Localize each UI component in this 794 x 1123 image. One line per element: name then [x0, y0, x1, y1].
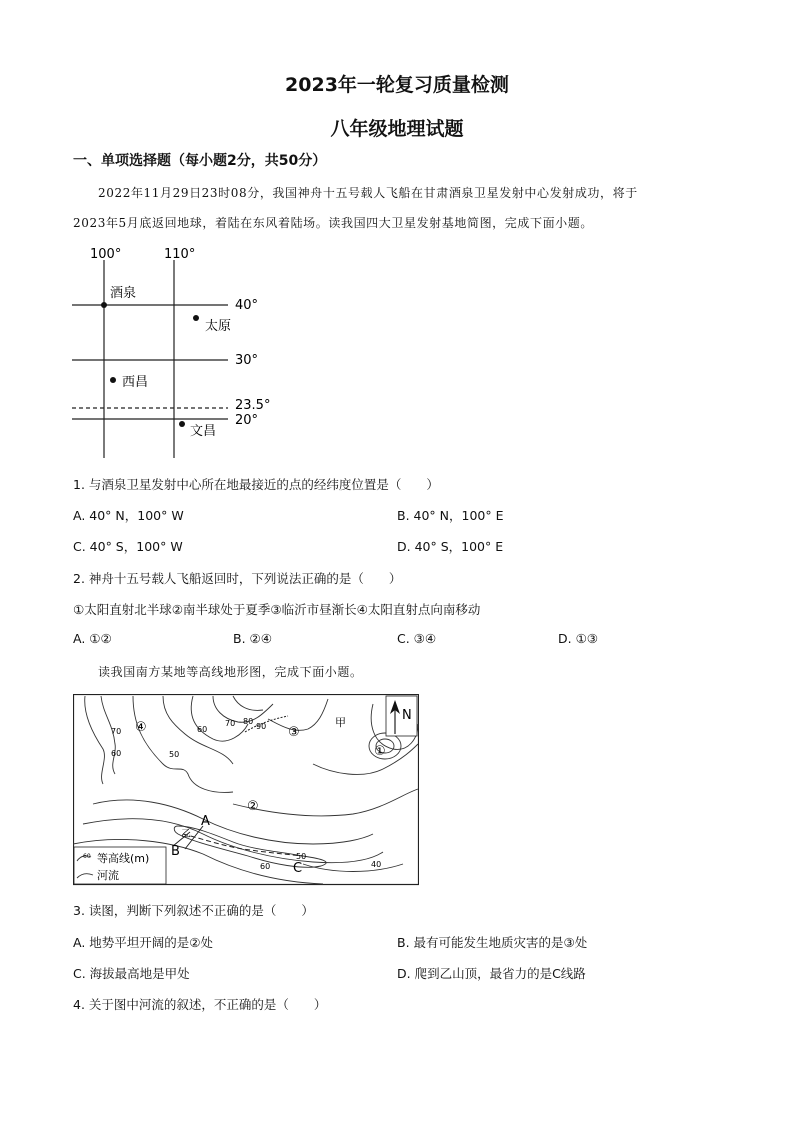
wenchang-dot — [179, 421, 185, 427]
place-wenchang: 文昌 — [190, 424, 217, 439]
q1-option-c: C. 40° S，100° W — [73, 539, 183, 554]
intro1-line2: 2023年5月底返回地球，着陆在东风着陆场。读我国四大卫星发射基地简图，完成下面小题。 — [73, 216, 593, 230]
north-label: N — [402, 708, 412, 723]
q1-option-d: D. 40° S，100° E — [397, 539, 504, 554]
contour-label-50b: 50 — [296, 852, 307, 861]
q3-stem: 3. 读图，判断下列叙述不正确的是（ ） — [73, 903, 314, 918]
page-subtitle: 八年级地理试题 — [330, 118, 464, 140]
legend-contour: 等高线(m) — [97, 852, 150, 865]
q1-option-a: A. 40° N，100° W — [73, 508, 184, 523]
contour-label-60b: 60 — [197, 725, 208, 734]
q3-option-d: D. 爬到乙山顶，最省力的是C线路 — [397, 966, 586, 981]
q1-option-b: B. 40° N，100° E — [397, 508, 504, 523]
lon-label-110: 110° — [164, 247, 196, 262]
xichang-dot — [110, 377, 116, 383]
place-taiyuan: 太原 — [205, 319, 232, 334]
contour-label-60c: 60 — [260, 862, 271, 871]
lat-label-23-5: 23.5° — [235, 398, 271, 413]
intro2: 读我国南方某地等高线地形图，完成下面小题。 — [98, 665, 363, 679]
q3-option-a: A. 地势平坦开阔的是②处 — [73, 935, 213, 950]
contour-label-70a: 70 — [111, 727, 122, 736]
section-heading: 一、单项选择题（每小题2分，共50分） — [73, 153, 327, 169]
q3-option-b: B. 最有可能发生地质灾害的是③处 — [397, 935, 588, 950]
q3-option-c: C. 海拔最高地是甲处 — [73, 966, 190, 981]
contour-label-90: 90 — [256, 722, 267, 731]
q2-option-d: D. ①③ — [558, 631, 598, 646]
marker-3: ③ — [288, 725, 300, 740]
taiyuan-dot — [193, 315, 199, 321]
point-c: C — [293, 861, 303, 876]
q2-option-a: A. ①② — [73, 631, 112, 646]
q2-option-c: C. ③④ — [397, 631, 437, 646]
lat-label-40: 40° — [235, 298, 259, 313]
lon-label-100: 100° — [90, 247, 122, 262]
page-title: 2023年一轮复习质量检测 — [285, 74, 509, 96]
map-legend — [74, 847, 166, 884]
place-yi: 乙 — [181, 829, 191, 840]
q2-statements: ①太阳直射北半球②南半球处于夏季③临沂市昼渐长④太阳直射点向南移动 — [73, 602, 481, 617]
marker-1: ① — [374, 744, 386, 759]
contour-label-40: 40 — [371, 860, 382, 869]
marker-2: ② — [247, 799, 259, 814]
lat-label-30: 30° — [235, 353, 259, 368]
contour-label-60a: 60 — [111, 749, 122, 758]
launch-base-map — [60, 238, 290, 463]
lat-label-20: 20° — [235, 413, 259, 428]
legend-contour-value: 60 — [83, 853, 91, 860]
q2-option-b: B. ②④ — [233, 631, 272, 646]
place-jiuquan: 酒泉 — [110, 286, 137, 301]
q1-stem: 1. 与酒泉卫星发射中心所在地最接近的点的经纬度位置是（ ） — [73, 477, 439, 492]
contour-label-50a: 50 — [169, 750, 180, 759]
north-arrow — [386, 696, 417, 736]
place-jia: 甲 — [335, 716, 346, 729]
legend-river: 河流 — [97, 869, 119, 882]
q2-stem: 2. 神舟十五号载人飞船返回时，下列说法正确的是（ ） — [73, 571, 402, 586]
intro1-line1: 2022年11月29日23时08分，我国神舟十五号载人飞船在甘肃酒泉卫星发射中心发射成功，将于 — [98, 186, 638, 200]
point-a: A — [201, 814, 210, 829]
q4-stem: 4. 关于图中河流的叙述，不正确的是（ ） — [73, 997, 327, 1012]
contour-label-80: 80 — [243, 717, 254, 726]
jiuquan-dot — [101, 302, 107, 308]
place-xichang: 西昌 — [122, 375, 149, 390]
contour-map — [73, 694, 419, 886]
contour-label-70b: 70 — [225, 719, 236, 728]
marker-4: ④ — [135, 720, 147, 735]
point-b: B — [171, 844, 180, 859]
